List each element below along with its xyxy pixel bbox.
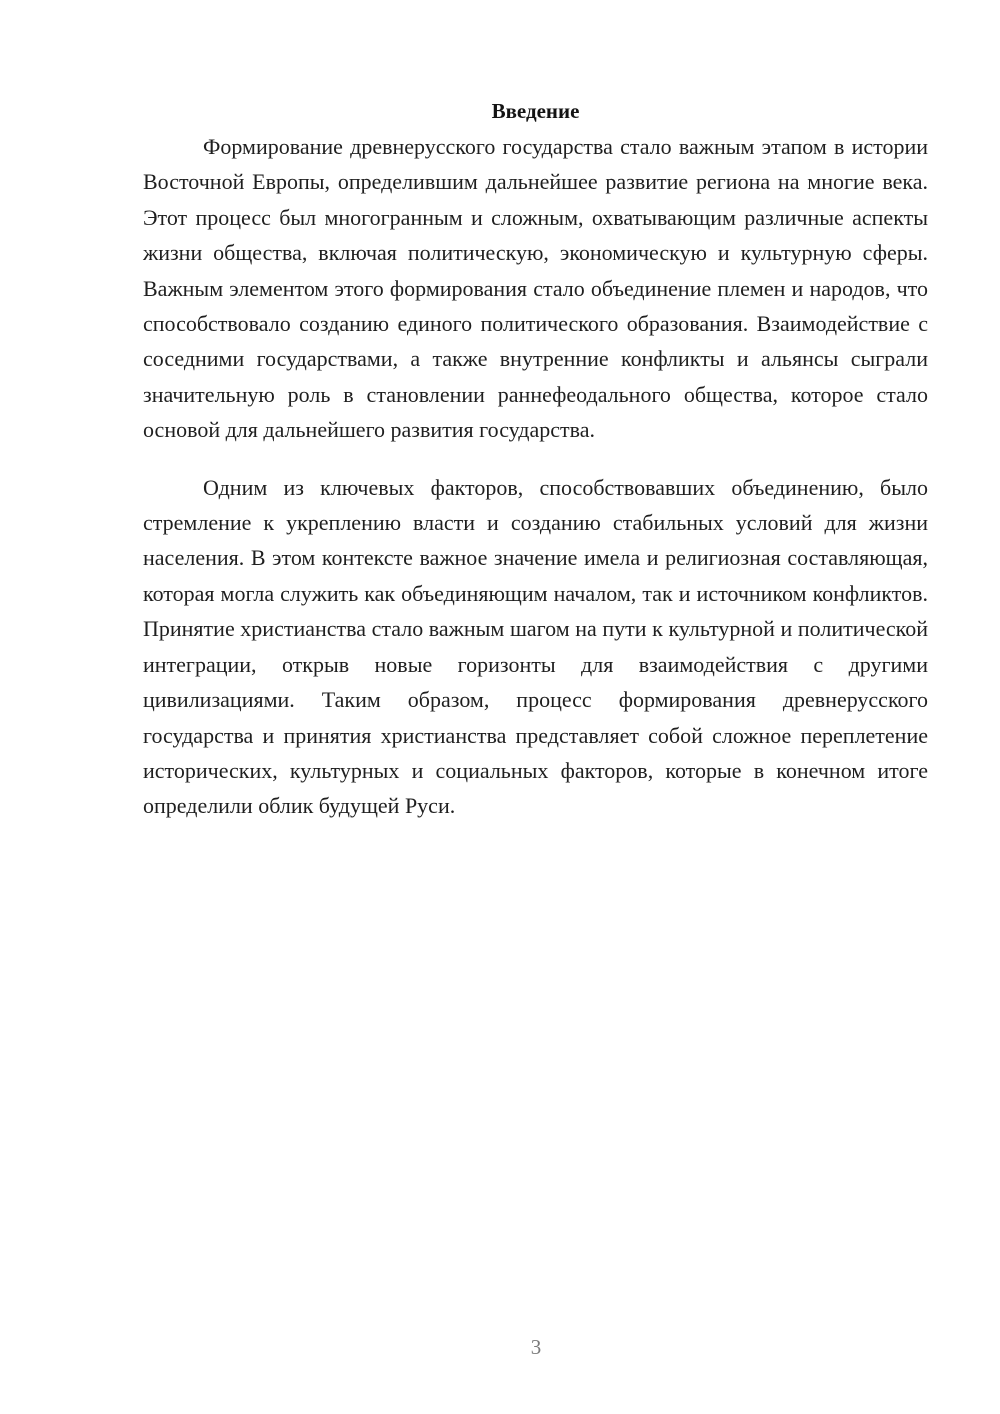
page-content [143,94,928,824]
section-heading: Введение [491,99,580,123]
paragraph-2: Одним из ключевых факторов, способствовавших объединению, было стремление к укреплению власти и созданию стабильных условий для жизни населения. В этом контексте важное значение имела и религиозная составляющая, которая могла служить как объединяющим началом, так и источником конфликтов. Принятие христианства стало важным шагом на пути к культурной и политической интеграции, открыв новые горизонты для взаимодействия с другими цивилизациями. Таким образом, процесс формирования древнерусского государства и принятия христианства представляет собой сложное переплетение исторических, культурных и социальных факторов, которые в конечном итоге определили облик будущей Руси. [143,474,928,819]
page-number: 3 [530,1335,542,1359]
paragraph-1: Формирование древнерусского государства стало важным этапом в истории Восточной Европы, определившим дальнейшее развитие региона на многие века. Этот процесс был многогранным и сложным, охватывающим различные аспекты жизни общества, включая политическую, экономическую и культурную сферы. Важным элементом этого формирования стало объединение племен и народов, что способствовало созданию единого политического образования. Взаимодействие с соседними государствами, а также внутренние конфликты и альянсы сыграли значительную роль в становлении раннефеодального общества, которое стало основой для дальнейшего развития государства. [143,134,928,443]
